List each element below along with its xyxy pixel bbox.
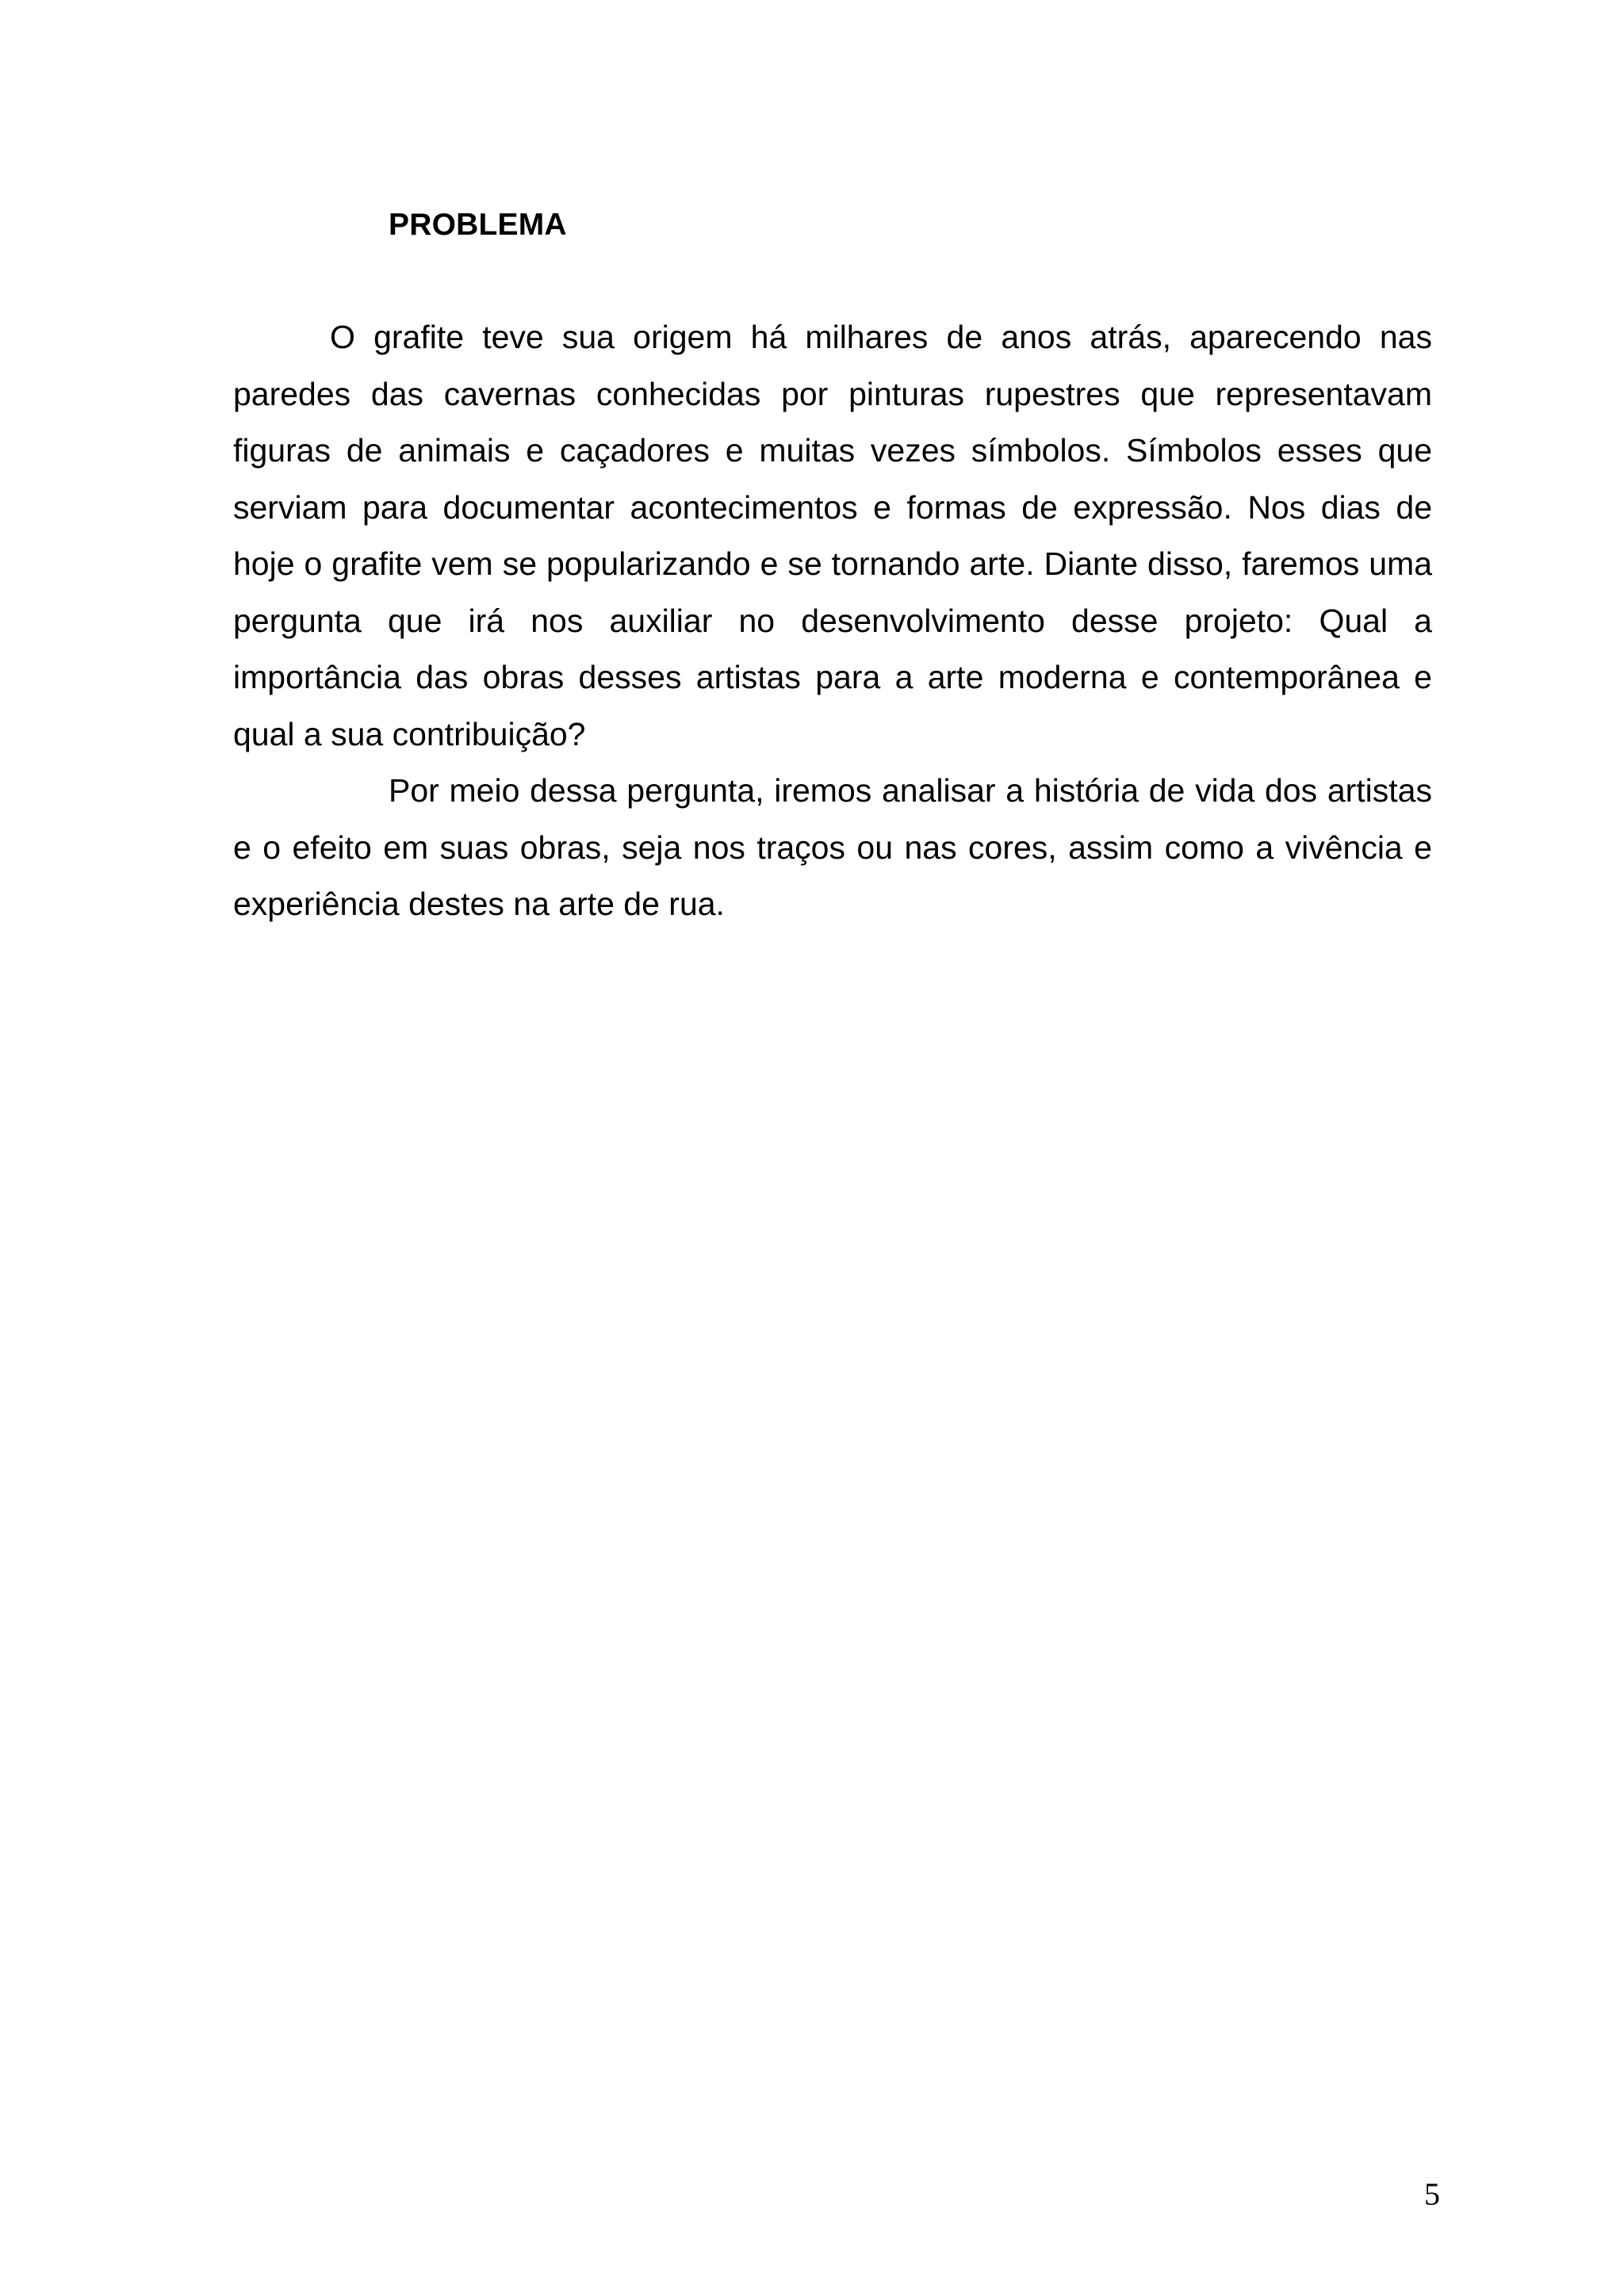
body-text <box>233 309 1432 933</box>
paragraph-2: Por meio dessa pergunta, iremos analisar a história de vida dos artistas e o efeito em suas obras, seja nos traços ou nas cores, assim como a vivência e experiência destes na arte de rua. <box>233 772 1432 922</box>
paragraph-1: O grafite teve sua origem há milhares de anos atrás, aparecendo nas paredes das cavernas conhecidas por pinturas rupestres que representavam figuras de animais e caçadores e muitas vezes símbolos. Símbolos esses que serviam para documentar acontecimentos e formas de expressão. Nos dias de hoje o grafite vem se popularizando e se tornando arte. Diante disso, faremos uma pergunta que irá nos auxiliar no desenvolvimento desse projeto: Qual a importância das obras desses artistas para a arte moderna e contemporânea e qual a sua contribuição? <box>233 319 1432 752</box>
page-number: 5 <box>1424 2176 1440 2212</box>
section-heading: PROBLEMA <box>389 208 567 242</box>
